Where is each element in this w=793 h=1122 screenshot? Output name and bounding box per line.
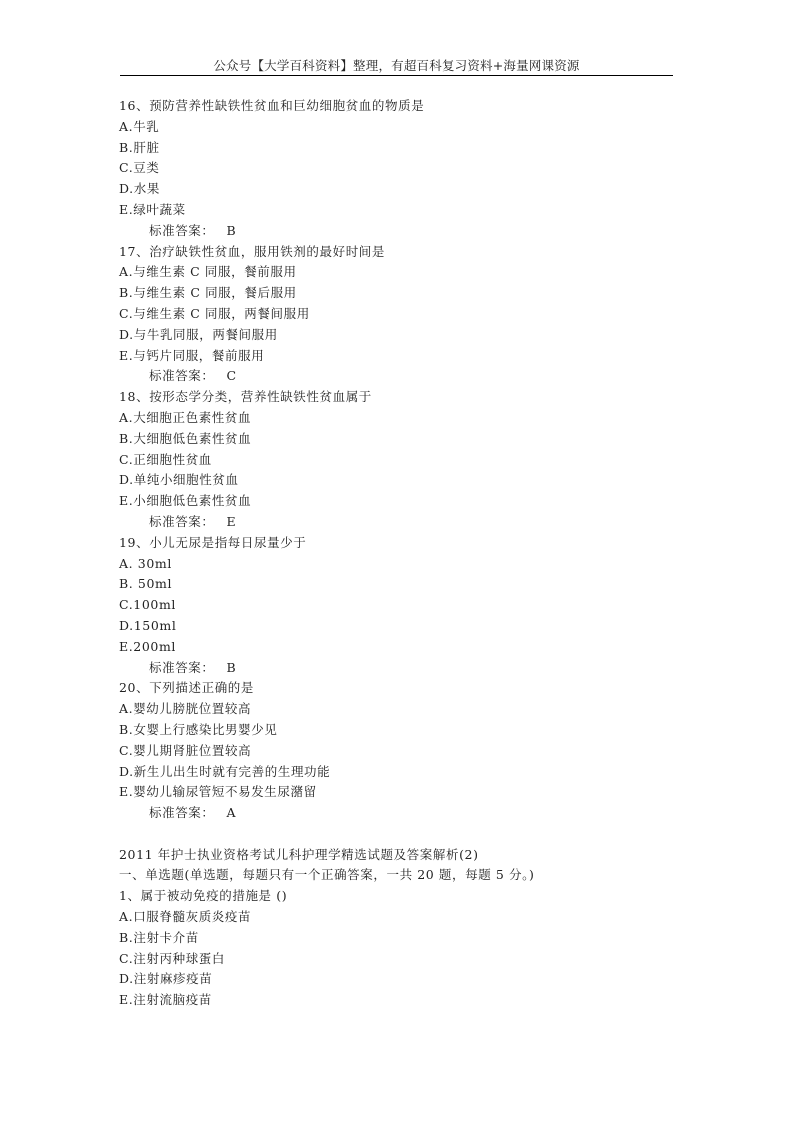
section-instructions: 一、单选题(单选题，每题只有一个正确答案，一共 20 题，每题 5 分。): [119, 867, 535, 883]
option-b: B.大细胞低色素性贫血: [119, 430, 252, 446]
answer-line: [119, 658, 679, 679]
option-a: A.口服脊髓灰质炎疫苗: [119, 909, 252, 925]
answer-line: [119, 221, 679, 242]
answer-line: [119, 803, 679, 824]
option-a: A.婴幼儿膀胱位置较高: [119, 701, 252, 717]
question-stem: 17、治疗缺铁性贫血，服用铁剂的最好时间是: [119, 243, 386, 259]
option-d: D.150ml: [119, 617, 177, 633]
option-b: B.与维生素 C 同服，餐后服用: [119, 285, 297, 301]
answer-value: B: [226, 659, 237, 675]
blank-line: [119, 824, 679, 845]
answer-value: B: [226, 222, 237, 238]
option-a: A.牛乳: [119, 118, 160, 134]
answer-value: E: [226, 513, 237, 529]
option-b: B.注射卡介苗: [119, 929, 199, 945]
question-stem: 1、属于被动免疫的措施是 (): [119, 888, 288, 904]
answer-line: [119, 512, 679, 533]
option-e: E.婴幼儿输尿管短不易发生尿潴留: [119, 784, 317, 800]
option-a: A. 30ml: [119, 555, 172, 571]
option-d: D.注射麻疹疫苗: [119, 971, 213, 987]
option-e: E.绿叶蔬菜: [119, 201, 186, 217]
option-b: B. 50ml: [119, 576, 173, 592]
option-b: B.肝脏: [119, 139, 160, 155]
option-c: C.注射丙种球蛋白: [119, 950, 225, 966]
document-body: [119, 96, 679, 1011]
option-c: C.豆类: [119, 160, 160, 176]
answer-label: 标准答案：: [149, 659, 215, 675]
answer-label: 标准答案：: [149, 513, 215, 529]
question-stem: 16、预防营养性缺铁性贫血和巨幼细胞贫血的物质是: [119, 98, 425, 113]
option-e: E.与钙片同服，餐前服用: [119, 347, 265, 363]
option-e: E.小细胞低色素性贫血: [119, 493, 252, 509]
option-a: A.与维生素 C 同服，餐前服用: [119, 264, 297, 280]
answer-value: A: [226, 805, 237, 821]
question-stem: 18、按形态学分类，营养性缺铁性贫血属于: [119, 389, 372, 405]
option-d: D.水果: [119, 181, 160, 197]
option-d: D.与牛乳同服，两餐间服用: [119, 326, 278, 342]
answer-label: 标准答案：: [149, 368, 215, 384]
option-e: E.200ml: [119, 638, 177, 654]
answer-label: 标准答案：: [149, 222, 215, 238]
option-c: C.100ml: [119, 597, 177, 613]
question-stem: 19、小儿无尿是指每日尿量少于: [119, 534, 307, 550]
option-c: C.婴儿期肾脏位置较高: [119, 742, 252, 758]
answer-line: [119, 366, 679, 387]
answer-label: 标准答案：: [149, 805, 215, 821]
option-d: D.新生儿出生时就有完善的生理功能: [119, 763, 331, 779]
question-stem: 20、下列描述正确的是: [119, 680, 255, 696]
option-e: E.注射流脑疫苗: [119, 992, 212, 1008]
answer-value: C: [226, 368, 237, 384]
option-c: C.与维生素 C 同服，两餐间服用: [119, 305, 310, 321]
page-header: 公众号【大学百科资料】整理，有超百科复习资料+海量网课资源: [120, 56, 673, 76]
option-b: B.女婴上行感染比男婴少见: [119, 721, 278, 737]
section-title: 2011 年护士执业资格考试儿科护理学精选试题及答案解析(2): [119, 846, 479, 862]
option-c: C.正细胞性贫血: [119, 451, 212, 467]
option-a: A.大细胞正色素性贫血: [119, 409, 252, 425]
option-d: D.单纯小细胞性贫血: [119, 472, 239, 488]
